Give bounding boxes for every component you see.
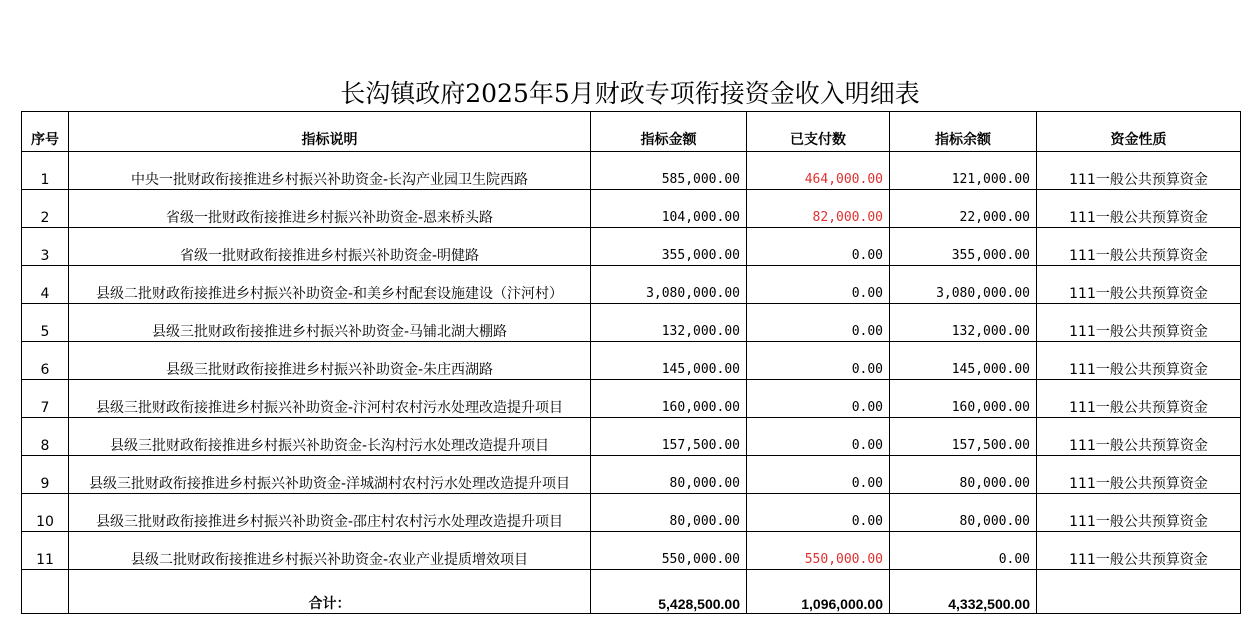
- total-balance: 4,332,500.00: [890, 570, 1037, 614]
- row-balance: 145,000.00: [890, 342, 1037, 380]
- row-index: 5: [22, 304, 69, 342]
- row-description: 中央一批财政衔接推进乡村振兴补助资金-长沟产业园卫生院西路: [69, 152, 591, 190]
- funds-table: [21, 111, 1241, 614]
- row-paid: 550,000.00: [747, 532, 890, 570]
- row-balance: 355,000.00: [890, 228, 1037, 266]
- row-amount: 355,000.00: [591, 228, 747, 266]
- row-amount: 3,080,000.00: [591, 266, 747, 304]
- table-row: [22, 532, 1241, 570]
- table-row: [22, 418, 1241, 456]
- row-description: 县级三批财政衔接推进乡村振兴补助资金-长沟村污水处理改造提升项目: [69, 418, 591, 456]
- table-row: [22, 152, 1241, 190]
- header-fund-type: 资金性质: [1037, 112, 1241, 152]
- row-fund-type: 111一般公共预算资金: [1037, 190, 1241, 228]
- row-index: 3: [22, 228, 69, 266]
- row-fund-type: 111一般公共预算资金: [1037, 456, 1241, 494]
- table-row: [22, 190, 1241, 228]
- header-description: 指标说明: [69, 112, 591, 152]
- header-paid: 已支付数: [747, 112, 890, 152]
- row-description: 县级三批财政衔接推进乡村振兴补助资金-汴河村农村污水处理改造提升项目: [69, 380, 591, 418]
- table-row: [22, 342, 1241, 380]
- total-label: 合计：: [69, 570, 591, 614]
- row-description: 省级一批财政衔接推进乡村振兴补助资金-明健路: [69, 228, 591, 266]
- row-description: 县级三批财政衔接推进乡村振兴补助资金-洋城湖村农村污水处理改造提升项目: [69, 456, 591, 494]
- row-fund-type: 111一般公共预算资金: [1037, 228, 1241, 266]
- total-type-cell: [1037, 570, 1241, 614]
- row-balance: 22,000.00: [890, 190, 1037, 228]
- total-paid: 1,096,000.00: [747, 570, 890, 614]
- row-fund-type: 111一般公共预算资金: [1037, 380, 1241, 418]
- row-paid: 0.00: [747, 494, 890, 532]
- row-paid: 0.00: [747, 266, 890, 304]
- header-balance: 指标余额: [890, 112, 1037, 152]
- row-index: 10: [22, 494, 69, 532]
- row-description: 县级二批财政衔接推进乡村振兴补助资金-和美乡村配套设施建设（汴河村）: [69, 266, 591, 304]
- row-fund-type: 111一般公共预算资金: [1037, 304, 1241, 342]
- table-row: [22, 456, 1241, 494]
- row-paid: 0.00: [747, 228, 890, 266]
- row-description: 县级三批财政衔接推进乡村振兴补助资金-邵庄村农村污水处理改造提升项目: [69, 494, 591, 532]
- total-amount: 5,428,500.00: [591, 570, 747, 614]
- table-row: [22, 228, 1241, 266]
- row-paid: 464,000.00: [747, 152, 890, 190]
- row-paid: 82,000.00: [747, 190, 890, 228]
- row-description: 县级三批财政衔接推进乡村振兴补助资金-朱庄西湖路: [69, 342, 591, 380]
- header-amount: 指标金额: [591, 112, 747, 152]
- row-balance: 157,500.00: [890, 418, 1037, 456]
- row-amount: 157,500.00: [591, 418, 747, 456]
- row-amount: 145,000.00: [591, 342, 747, 380]
- row-amount: 80,000.00: [591, 456, 747, 494]
- row-balance: 0.00: [890, 532, 1037, 570]
- row-fund-type: 111一般公共预算资金: [1037, 532, 1241, 570]
- row-amount: 104,000.00: [591, 190, 747, 228]
- row-paid: 0.00: [747, 304, 890, 342]
- row-index: 7: [22, 380, 69, 418]
- table-row: [22, 494, 1241, 532]
- row-balance: 132,000.00: [890, 304, 1037, 342]
- row-amount: 550,000.00: [591, 532, 747, 570]
- row-balance: 80,000.00: [890, 494, 1037, 532]
- header-index: 序号: [22, 112, 69, 152]
- row-paid: 0.00: [747, 418, 890, 456]
- row-description: 省级一批财政衔接推进乡村振兴补助资金-恩来桥头路: [69, 190, 591, 228]
- row-index: 4: [22, 266, 69, 304]
- total-index-cell: [22, 570, 69, 614]
- row-index: 2: [22, 190, 69, 228]
- row-paid: 0.00: [747, 456, 890, 494]
- row-fund-type: 111一般公共预算资金: [1037, 494, 1241, 532]
- row-index: 9: [22, 456, 69, 494]
- document-title: 长沟镇政府2025年5月财政专项衔接资金收入明细表: [340, 79, 920, 108]
- row-paid: 0.00: [747, 342, 890, 380]
- row-fund-type: 111一般公共预算资金: [1037, 418, 1241, 456]
- row-description: 县级三批财政衔接推进乡村振兴补助资金-马铺北湖大棚路: [69, 304, 591, 342]
- row-amount: 80,000.00: [591, 494, 747, 532]
- row-amount: 160,000.00: [591, 380, 747, 418]
- row-paid: 0.00: [747, 380, 890, 418]
- row-balance: 3,080,000.00: [890, 266, 1037, 304]
- table-row: [22, 380, 1241, 418]
- header-row: [22, 112, 1241, 152]
- row-balance: 80,000.00: [890, 456, 1037, 494]
- row-fund-type: 111一般公共预算资金: [1037, 342, 1241, 380]
- row-balance: 121,000.00: [890, 152, 1037, 190]
- row-index: 6: [22, 342, 69, 380]
- table-row: [22, 266, 1241, 304]
- row-index: 8: [22, 418, 69, 456]
- row-index: 11: [22, 532, 69, 570]
- row-fund-type: 111一般公共预算资金: [1037, 266, 1241, 304]
- row-balance: 160,000.00: [890, 380, 1037, 418]
- row-fund-type: 111一般公共预算资金: [1037, 152, 1241, 190]
- row-amount: 132,000.00: [591, 304, 747, 342]
- total-row: [22, 570, 1241, 614]
- table-row: [22, 304, 1241, 342]
- row-index: 1: [22, 152, 69, 190]
- row-amount: 585,000.00: [591, 152, 747, 190]
- row-description: 县级二批财政衔接推进乡村振兴补助资金-农业产业提质增效项目: [69, 532, 591, 570]
- table-body: [22, 152, 1241, 570]
